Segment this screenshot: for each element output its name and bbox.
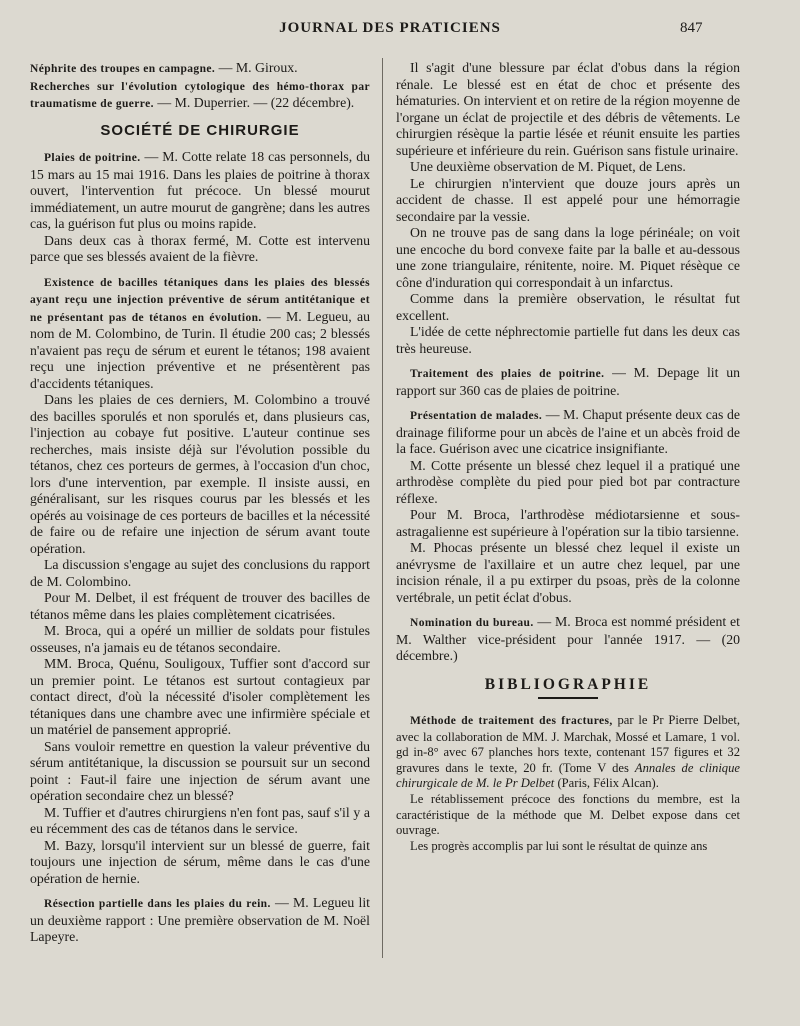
paragraph: MM. Broca, Quénu, Souligoux, Tuffier sont d'accord sur un premier point. Le tétanos est surtout contagieux par contact direct, d'où la nécessité d'isoler complètement les tétaniques dans une chambre avec une infirmière spéciale et un matériel de pansement approprié. bbox=[30, 656, 370, 737]
entry-text: par le Pr Pierre Delbet, avec la collaboration de MM. J. Marchak, Mossé et Lamare, 1 vol. gd in-8° avec 67 planches hors texte, contenant 157 figures et 32 gravures dans le texte, 20 fr. (Tome V des bbox=[396, 713, 740, 775]
entry-lead: Traitement des plaies de poitrine. bbox=[410, 368, 605, 380]
entry-lead: Plaies de poitrine. bbox=[44, 152, 141, 164]
section-title: SOCIÉTÉ DE CHIRURGIE bbox=[100, 121, 300, 139]
paragraph: M. Bazy, lorsqu'il intervient sur un blessé de guerre, fait toujours une injection de sérum, même dans le cas d'une opération de hernie. bbox=[30, 837, 370, 886]
paragraph: Le rétablissement précoce des fonctions du membre, est la caractéristique de la méthode que M. Delbet expose dans cet ouvrage. bbox=[396, 791, 740, 838]
entry-text: — M. Chaput présente deux cas de drainage filiforme pour un abcès de l'aine et un abcès froid de la face. Guérison avec une cicatrice insignifiante. bbox=[396, 407, 740, 456]
entry-lead: Méthode de traitement des fractures, bbox=[410, 715, 613, 727]
entry-lead: Recherches sur l'évolution cytologique des hémo-thorax par traumatisme de guerre. bbox=[30, 80, 370, 110]
paragraph: Pour M. Broca, l'arthrodèse médiotarsienne et sous-astragalienne est supérieure à l'opération sur la tibio tarsienne. bbox=[396, 507, 740, 539]
entry-lead: Néphrite des troupes en campagne. bbox=[30, 63, 216, 75]
paragraph: Dans les plaies de ces derniers, M. Colombino a trouvé des bacilles sporulés et non sporulés et, dans plusieurs cas, l'injection au cobaye fut positive. L'auteur continue ses recherches, mais insiste déjà sur l'évolution possible du tétanos, chez ces porteurs de germes, à l'occasion d'un choc, lors d'une intervention, par exemple. Il insiste aussi, en généralisant, sur les risques courus par les blessés et les opérés au voisinage de ces porteurs de bacilles et la nécessité de faire ou de refaire une injection de sérum avant toute opération. bbox=[30, 392, 370, 556]
entry-nomination bbox=[396, 614, 740, 665]
bibliography-title: BIBLIOGRAPHIE bbox=[484, 675, 652, 693]
entry-lead: Résection partielle dans les plaies du rein. bbox=[44, 898, 271, 910]
paragraph: Sans vouloir remettre en question la valeur préventive du sérum antitétanique, la discussion se poursuit sur un second point : Faut-il faire une injection de sérum avant une opération secondaire chez un blessé? bbox=[30, 738, 370, 803]
paragraph: Dans deux cas à thorax fermé, M. Cotte est intervenu parce que ses blessés avaient de la fièvre. bbox=[30, 232, 370, 264]
paragraph: Pour M. Delbet, il est fréquent de trouver des bacilles de tétanos même dans les plaies complètement cicatrisées. bbox=[30, 590, 370, 622]
right-column bbox=[396, 60, 740, 854]
left-column bbox=[30, 60, 370, 946]
entry-text: — M. Broca est nommé président et M. Walther vice-président pour l'année 1917. — (20 décembre.) bbox=[396, 614, 740, 663]
entry-lead: Existence de bacilles tétaniques dans les plaies des blessés ayant reçu une injection préventive de sérum antitétanique et ne présentant pas de tétanos en évolution. bbox=[30, 276, 370, 324]
paragraph: L'idée de cette néphrectomie partielle fut dans les deux cas très heureuse. bbox=[396, 324, 740, 356]
title-underline bbox=[538, 697, 598, 699]
entry-text: — M. Giroux. bbox=[215, 60, 298, 75]
paragraph: M. Cotte présente un blessé chez lequel il a pratiqué une arthrodèse complète du pied pour pied bot par contracture réflexe. bbox=[396, 457, 740, 506]
entry-text: — M. Legueu, au nom de M. Colombino, de Turin. Il étudie 200 cas; 2 blessés n'avaient pas reçu de sérum et eurent le tétanos; 198 avaient reçu une injection préventive et ne présentèrent pas d'accidents tétaniques. bbox=[30, 308, 371, 391]
column-rule bbox=[382, 58, 383, 958]
biblio-entry bbox=[396, 713, 740, 792]
paragraph: Les progrès accomplis par lui sont le résultat de quinze ans bbox=[410, 838, 708, 853]
entry-text-end: (Paris, Félix Alcan). bbox=[554, 776, 659, 791]
paragraph: On ne trouve pas de sang dans la loge périnéale; on voit une encoche du bord convexe faite par la balle et au-dessous une zone triangulaire, rénitente, noire. M. Piquet résèque ce cône d'induration qui correspondait à un infarctus. bbox=[396, 225, 740, 290]
bibliography-body bbox=[396, 713, 740, 854]
entry-plaies-poitrine bbox=[30, 149, 370, 233]
entry-lead: Présentation de malades. bbox=[410, 410, 543, 422]
paragraph: M. Broca, qui a opéré un millier de soldats pour fistules osseuses, n'a jamais eu de tétanos secondaire. bbox=[30, 623, 370, 655]
entry-nephrite bbox=[30, 60, 370, 78]
entry-text: — M. Legueu lit un deuxième rapport : Une première observation de M. Noël Lapeyre. bbox=[30, 895, 370, 944]
paragraph: M. Tuffier et d'autres chirurgiens n'en font pas, sauf s'il y a eu récemment des cas de tétanos dans le service. bbox=[30, 804, 370, 836]
entry-lead: Nomination du bureau. bbox=[410, 617, 534, 629]
entry-traitement-poitrine bbox=[396, 365, 740, 399]
paragraph: Une deuxième observation de M. Piquet, de Lens. bbox=[410, 159, 686, 174]
page-header bbox=[0, 18, 800, 44]
running-title: JOURNAL DES PRATICIENS bbox=[279, 20, 501, 36]
paragraph: Il s'agit d'une blessure par éclat d'obus dans la région rénale. Le blessé est en état de choc et présente des hématuries. On intervient et on retire de la région moyenne de l'organe un éclat de projectile et des débris de vêtements. Le chirurgien résèque la partie lésée et réunit ensuite les parties supérieure et inférieure du rein. Guérison sans fistule urinaire. bbox=[396, 60, 740, 158]
entry-bacilles bbox=[30, 274, 370, 393]
paragraph: La discussion s'engage au sujet des conclusions du rapport de M. Colombino. bbox=[30, 557, 370, 589]
paragraph: Le chirurgien n'intervient que douze jours après un accident de chasse. Il est appelé pour une hémorragie secondaire par la vessie. bbox=[396, 175, 740, 224]
page-number: 847 bbox=[680, 20, 703, 36]
paragraph: Comme dans la première observation, le résultat fut excellent. bbox=[396, 291, 740, 323]
entry-presentation-malades bbox=[396, 407, 740, 458]
entry-text: — M. Depage lit un rapport sur 360 cas de plaies de poitrine. bbox=[396, 365, 740, 398]
entry-italic: Annales de clinique chirurgicale de M. le Pr Delbet bbox=[396, 760, 740, 791]
entry-text: — M. Duperrier. — (22 décembre). bbox=[153, 95, 355, 110]
paragraph: M. Phocas présente un blessé chez lequel il existe un anévrysme de l'axillaire et un autre chez lequel, par une incision rénale, il a pu extirper du psoas, près de la colonne vertébrale, un petit éclat d'obus. bbox=[396, 540, 740, 605]
entry-text: — M. Cotte relate 18 cas personnels, du 15 mars au 15 mai 1916. Dans les plaies de poitrine à thorax ouvert, l'intervention fut précoce. Un blessé mourut immédiatement, un autre mourut de gangrène; dans les autres cas, la guérison fut plus ou moins rapide. bbox=[30, 149, 370, 231]
entry-resection bbox=[30, 895, 370, 946]
entry-recherches bbox=[30, 78, 370, 113]
